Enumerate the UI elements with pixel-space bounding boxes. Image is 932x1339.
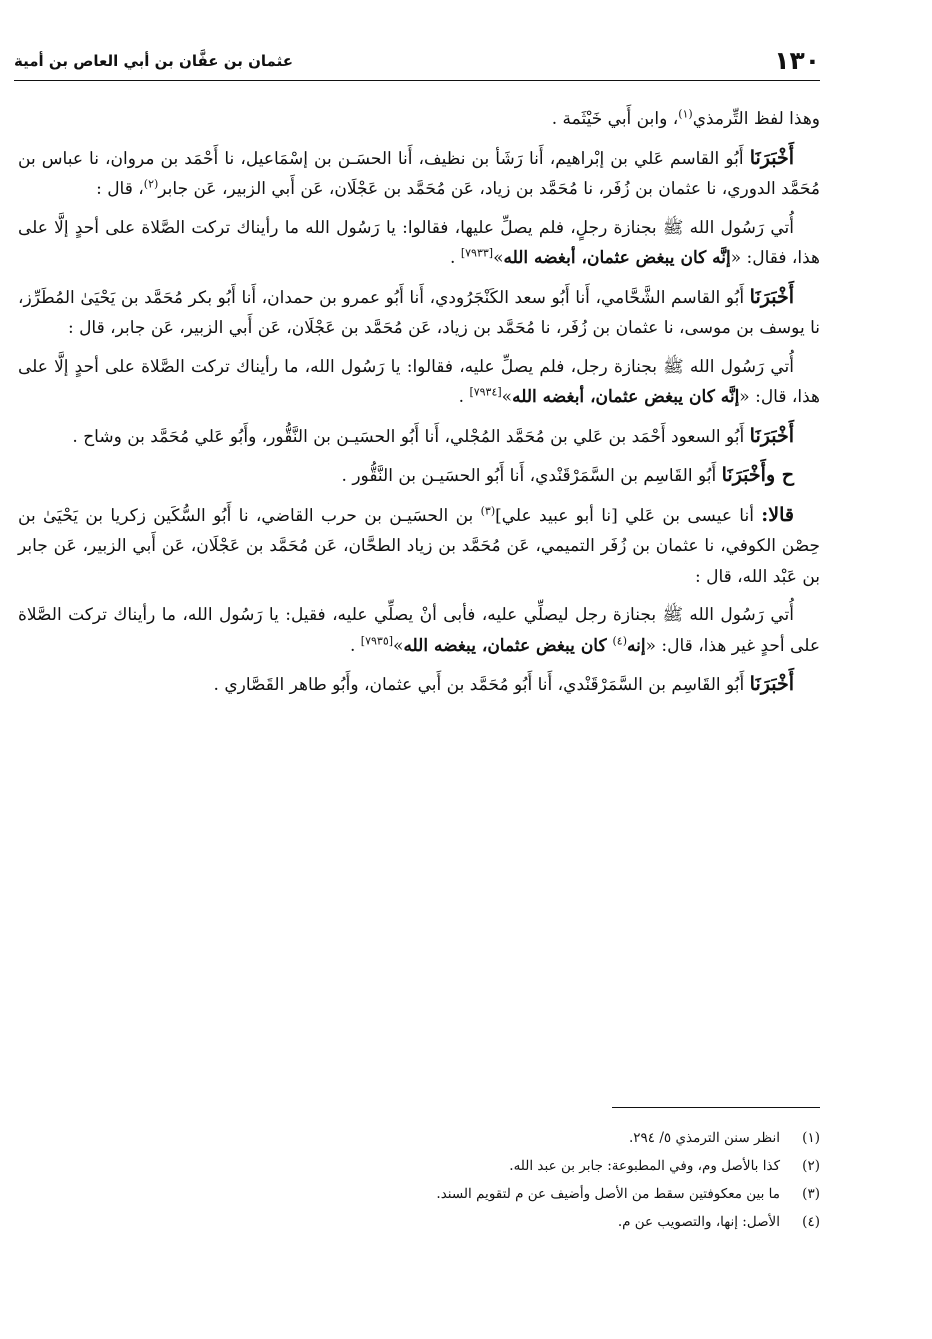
- hadith-number: [٧٩٣٥]: [360, 633, 394, 647]
- narration-lead: أَخْبَرَنَا: [749, 285, 794, 308]
- paragraph-isnad: [18, 421, 820, 453]
- paragraph-isnad: [18, 460, 820, 492]
- footnote-item: [18, 1154, 820, 1178]
- narration-lead: قالا:: [761, 503, 794, 526]
- paragraph-text-cont: »: [501, 387, 513, 407]
- narration-lead: أَخْبَرَنَا: [749, 146, 795, 169]
- paragraph-text: أَبُو السعود أَحْمَد بن عَلي بن مُحَمَّد المُجْلي، أَنا أَبُو الحسَيـن بن النَّقُّور، وأَبُو عَلي مُحَمَّد بن وشاح .: [72, 426, 745, 447]
- paragraph-text: أَبُو القَاسِم بن السَّمَرْقَنْدي، أَنا أَبُو مُحَمَّد بن أَبي عثمان، وأَبُو طاهر القَصَّاري .: [213, 675, 745, 695]
- paragraph-matn: [18, 600, 820, 661]
- paragraph-text: أَبُو القَاسِم بن السَّمَرْقَنْدي، أَنا أَبُو الحسَيـن بن النَّقُّور .: [341, 466, 717, 486]
- footnote-item: [18, 1126, 820, 1150]
- running-title: عثمان بن عفَّان بن أبي العاص بن أمية: [14, 52, 293, 70]
- paragraph-text: أنا عيسى بن عَلي [نا أبو عبيد علي]: [495, 505, 754, 526]
- footnote-number: (١): [802, 1130, 820, 1146]
- footnote-marker: (٢): [143, 177, 159, 191]
- page-number: ١٣٠: [774, 46, 820, 75]
- paragraph-text-cont: ، قال :: [96, 179, 144, 199]
- hadith-number: [٧٩٣٣]: [460, 246, 494, 260]
- footnote-divider: [612, 1107, 820, 1108]
- narration-lead: ح وأَخْبَرَنَا: [721, 464, 794, 486]
- footnote-text: ما بين معكوفتين سقط من الأصل وأضيف عن م لتقويم السند.: [436, 1186, 780, 1202]
- paragraph-text: [18, 104, 820, 135]
- footnote-text: كذا بالأصل وم، وفي المطبوعة: جابر بن عبد الله.: [509, 1158, 780, 1174]
- paragraph-text-cont: بن الحسَيـن بن حرب القاضي، نا أَبُو السُّكَين زكريا بن يَحْيَىٰ بن حِصْن الكوفي، نا عثمان بن زُفَر التميمي، عَن مُحَمَّد بن زياد الطحَّان، عَن مُحَمَّد بن عَجْلَان، عَن أَبي الزبير، عَن جابر بن عَبْد الله، قال :: [18, 505, 820, 587]
- page-header: [14, 44, 820, 81]
- hadith-quote-cont: كان يبغض عثمان، يبغضه الله: [403, 635, 613, 656]
- body-text: [18, 104, 820, 709]
- footnote-number: (٢): [802, 1158, 820, 1174]
- paragraph-text: وهذا لفظ التِّرمذي: [692, 109, 820, 129]
- paragraph-text: أُتي رَسُول الله ﷺ بجنازة رجلٍ، فلم يصلِّ عليها، فقالوا: يا رَسُول الله ما رأيناك تركت الصَّلاة على أحدٍ إلَّا على هذا، فقال: «: [18, 217, 820, 268]
- paragraph-isnad: [18, 500, 820, 593]
- footnote-text: الأصل: إنها، والتصويب عن م.: [617, 1214, 780, 1230]
- narration-lead: أَخْبَرَنَا: [749, 673, 794, 695]
- paragraph-end: .: [349, 635, 356, 656]
- hadith-quote: إنَّه كان يبغض عثمان، أبغضه الله: [503, 248, 731, 268]
- paragraph-text: أُتي رَسُول الله ﷺ بجنازة رجل، فلم يصلِّ عليه، فقالوا: يا رَسُول الله، ما رأيناك تركت الصَّلاة على أحدٍ إلَّا على هذا، قال: «: [18, 356, 820, 407]
- paragraph-isnad: [18, 669, 820, 701]
- paragraph-isnad: [18, 143, 820, 205]
- paragraph-isnad: [18, 282, 820, 344]
- paragraph-text: أَبُو القاسم الشَّحَّامي، أَنا أَبُو سعد الكَنْجَرُودي، أَنا أَبُو عمرو بن حمدان، أَنا أَبُو بكر مُحَمَّد بن يَحْيَىٰ المُطَرِّز، نا يوسف بن موسى، نا عثمان بن زُفَر، نا مُحَمَّد بن زياد، عَن مُحَمَّد بن عَجْلَان، عَن أَبي الزبير، عَن جابر، قال :: [18, 287, 820, 338]
- footnote-item: [18, 1182, 820, 1206]
- footnotes-list: [18, 1126, 820, 1238]
- narration-lead: أَخْبَرَنَا: [749, 424, 794, 447]
- footnote-text: انظر سنن الترمذي ٥/ ٢٩٤.: [628, 1130, 780, 1146]
- paragraph-text-cont: »: [493, 248, 504, 268]
- paragraph-end: .: [458, 387, 465, 407]
- paragraph-matn: [18, 213, 820, 274]
- hadith-quote: إنه: [627, 635, 646, 656]
- footnote-number: (٤): [802, 1214, 820, 1230]
- footnote-item: [18, 1210, 820, 1234]
- footnote-number: (٣): [802, 1186, 820, 1202]
- paragraph-end: .: [450, 248, 456, 268]
- footnote-marker: (٤): [612, 633, 628, 647]
- paragraph-text: أُتي رَسُول الله ﷺ بجنازة رجل ليصلِّي عليه، فأبى أنْ يصلِّي عليه، فقيل: يا رَسُول الله، ما رأيناك تركت الصَّلاة على أحدٍ غير هذا، قال: «: [18, 605, 820, 656]
- hadith-number: [٧٩٣٤]: [469, 385, 502, 399]
- paragraph-text: أَبُو القاسم عَلي بن إبْراهيم، أَنا رَشَأ بن نظيف، أَنا الحسَـن بن إسْمَاعيل، نا أَحْمَد بن مروان، نا عباس بن مُحَمَّد الدوري، نا عثمان بن زُفَر، نا مُحَمَّد بن زياد، عَن مُحَمَّد بن عَجْلَان، عَن أَبي الزبير، عَن جابر: [18, 148, 820, 199]
- paragraph-matn: [18, 352, 820, 413]
- footnote-marker: (١): [678, 107, 693, 121]
- paragraph-text-cont: »: [393, 635, 404, 656]
- paragraph-text-cont: ، وابن أَبي خَيْثَمة .: [551, 109, 679, 129]
- footnote-marker: (٣): [480, 503, 496, 517]
- hadith-quote: إنَّه كان يبغض عثمان، أبغضه الله: [512, 387, 740, 407]
